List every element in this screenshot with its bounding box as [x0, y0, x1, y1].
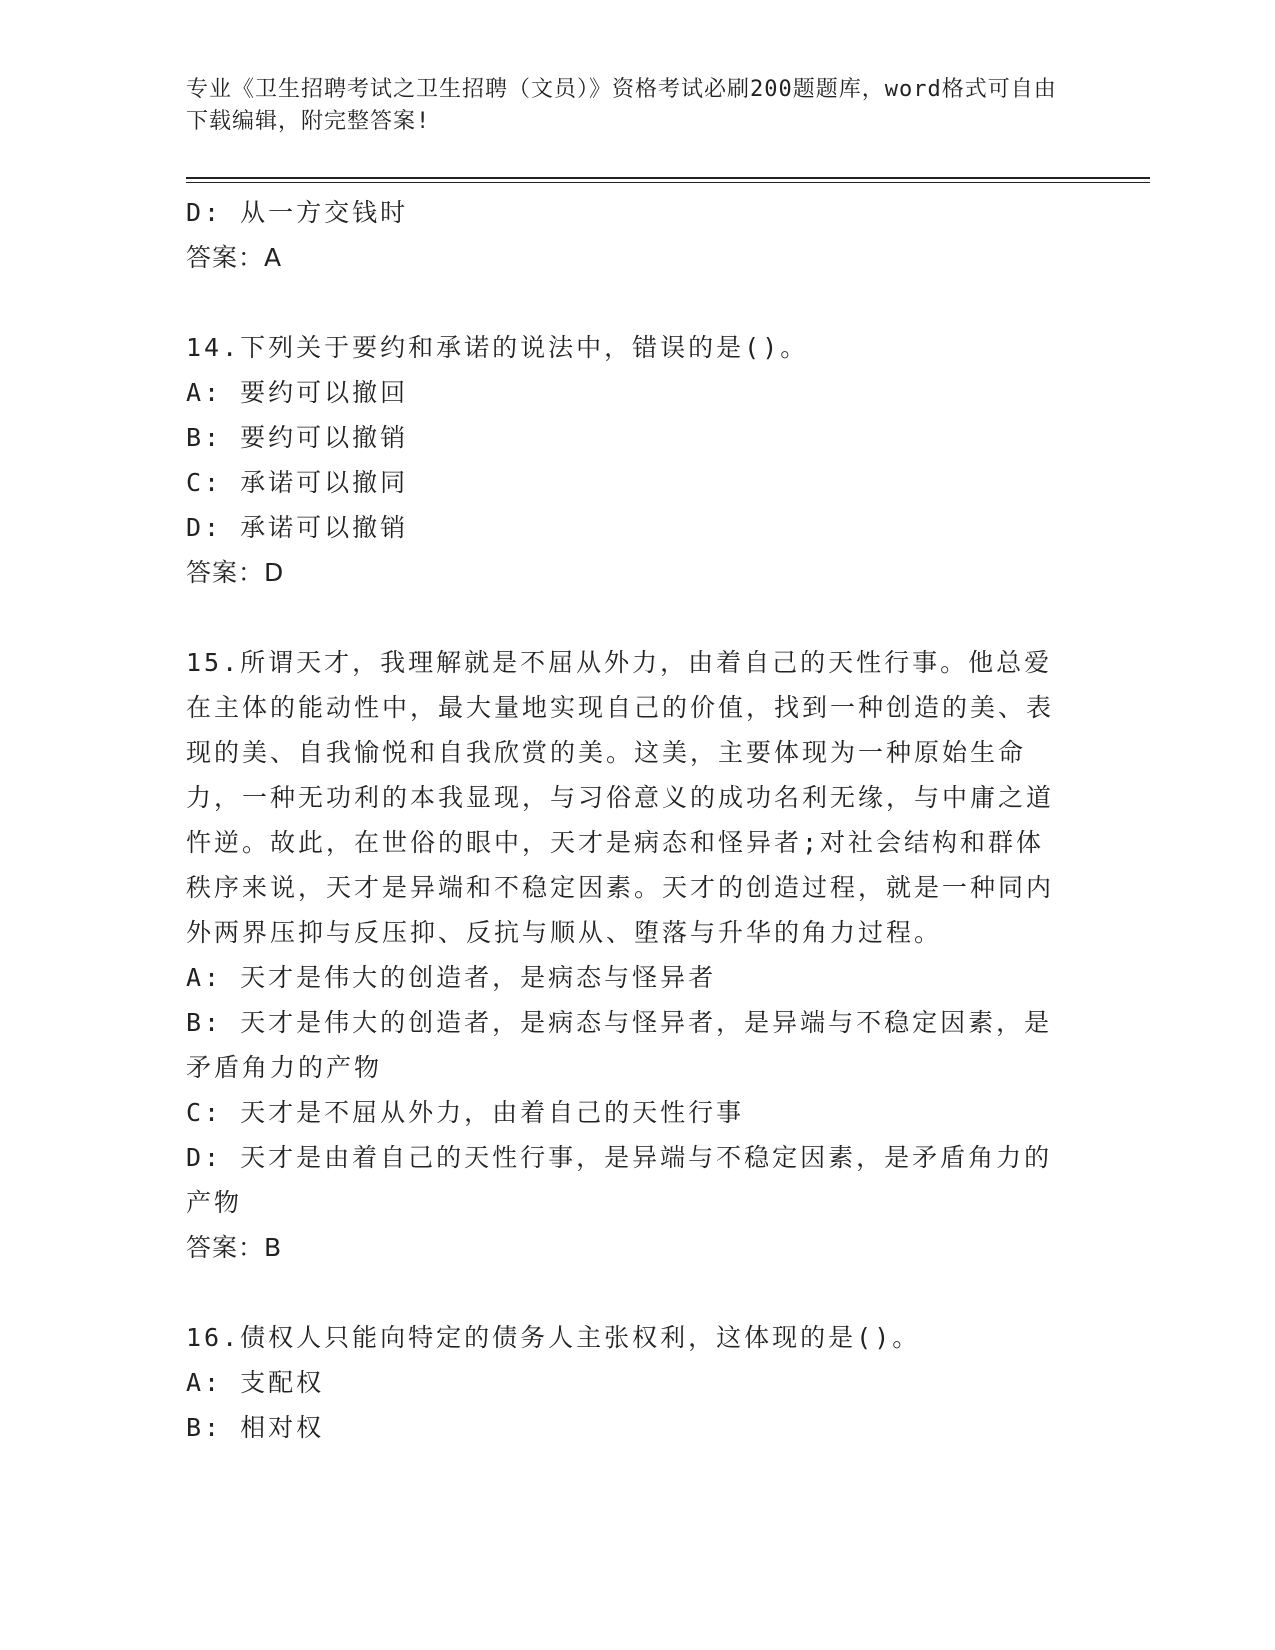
q14-option-b: B: 要约可以撤销 [186, 423, 409, 452]
prev-question-answer: 答案：A [186, 243, 283, 272]
document-header: 专业《卫生招聘考试之卫生招聘（文员）》资格考试必刷200题题库，word格式可自由下载编辑，附完整答案! [186, 77, 1057, 134]
spacer [186, 595, 1066, 640]
q15-option-c: C: 天才是不屈从外力，由着自己的天性行事 [186, 1098, 745, 1127]
q14-option-a: A: 要约可以撤回 [186, 378, 409, 407]
q14-stem: 14.下列关于要约和承诺的说法中，错误的是()。 [186, 333, 809, 362]
q16-stem: 16.债权人只能向特定的债务人主张权利，这体现的是()。 [186, 1323, 921, 1352]
q16-option-b: B: 相对权 [186, 1413, 325, 1442]
header-divider-thick [186, 177, 1150, 179]
q14-option-d: D: 承诺可以撤销 [186, 513, 409, 542]
q15-option-a: A: 天才是伟大的创造者，是病态与怪异者 [186, 963, 717, 992]
q15-option-b: B: 天才是伟大的创造者，是病态与怪异者，是异端与不稳定因素，是矛盾角力的产物 [186, 1008, 1053, 1082]
q14-option-c: C: 承诺可以撤同 [186, 468, 409, 497]
document-body [186, 190, 1066, 1450]
prev-question-option-d: D: 从一方交钱时 [186, 198, 409, 227]
header-divider-thin [186, 182, 1150, 183]
q15-answer: 答案：B [186, 1233, 283, 1262]
q15-stem: 15.所谓天才，我理解就是不屈从外力，由着自己的天性行事。他总爱在主体的能动性中，最大量地实现自己的价值，找到一种创造的美、表现的美、自我愉悦和自我欣赏的美。这美，主要体现为一种原始生命力，一种无功利的本我显现，与习俗意义的成功名利无缘，与中庸之道忤逆。故此，在世俗的眼中，天才是病态和怪异者;对社会结构和群体秩序来说，天才是异端和不稳定因素。天才的创造过程，就是一种同内外两界压抑与反压抑、反抗与顺从、堕落与升华的角力过程。 [186, 648, 1055, 947]
q16-option-a: A: 支配权 [186, 1368, 325, 1397]
spacer [186, 280, 1066, 325]
spacer [186, 1270, 1066, 1315]
q14-answer: 答案：D [186, 558, 285, 587]
q15-option-d: D: 天才是由着自己的天性行事，是异端与不稳定因素，是矛盾角力的产物 [186, 1143, 1053, 1217]
